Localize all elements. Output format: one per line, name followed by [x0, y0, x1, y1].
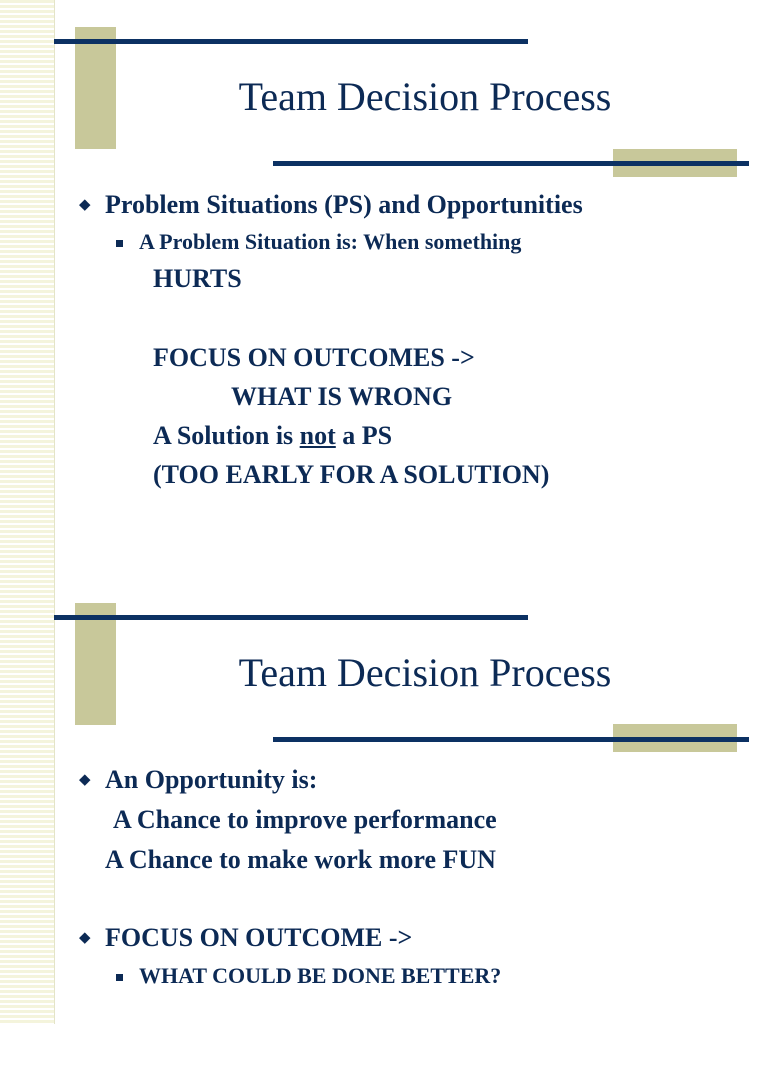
body-line-too-early: (TOO EARLY FOR A SOLUTION)	[153, 460, 550, 489]
bullet-text: Problem Situations (PS) and Opportunities	[105, 190, 583, 219]
bullet-text: An Opportunity is:	[105, 765, 318, 794]
sub-bullet-text: A Problem Situation is: When something	[139, 229, 522, 254]
accent-block-left	[75, 27, 116, 149]
body-line-focus: FOCUS ON OUTCOMES ->	[153, 343, 475, 372]
title-rule-top	[54, 615, 528, 620]
body-line-improve: A Chance to improve performance	[113, 805, 497, 834]
slide-title: Team Decision Process	[238, 74, 612, 119]
diamond-bullet-icon: ◆	[79, 197, 91, 213]
solution-text-post: a PS	[335, 421, 393, 450]
solution-text-pre: A Solution is	[153, 421, 300, 450]
body-line-hurts: HURTS	[153, 264, 242, 293]
body-line-fun: A Chance to make work more FUN	[105, 845, 496, 874]
accent-block-left	[75, 603, 116, 725]
title-rule-bottom	[273, 737, 749, 742]
sub-bullet-text: WHAT COULD BE DONE BETTER?	[139, 963, 502, 988]
title-rule-bottom	[273, 161, 749, 166]
body-line-wrong: WHAT IS WRONG	[231, 382, 453, 411]
body-line-solution	[153, 420, 392, 452]
square-bullet-icon	[116, 240, 123, 247]
slide-title: Team Decision Process	[238, 650, 612, 695]
diamond-bullet-icon: ◆	[79, 930, 91, 946]
solution-text-not: not	[299, 421, 336, 450]
slide-2	[0, 576, 768, 1088]
square-bullet-icon	[116, 974, 123, 981]
title-rule-top	[54, 39, 528, 44]
diamond-bullet-icon: ◆	[79, 772, 91, 788]
bullet-text: FOCUS ON OUTCOME ->	[105, 923, 413, 952]
slide-1	[0, 0, 768, 512]
